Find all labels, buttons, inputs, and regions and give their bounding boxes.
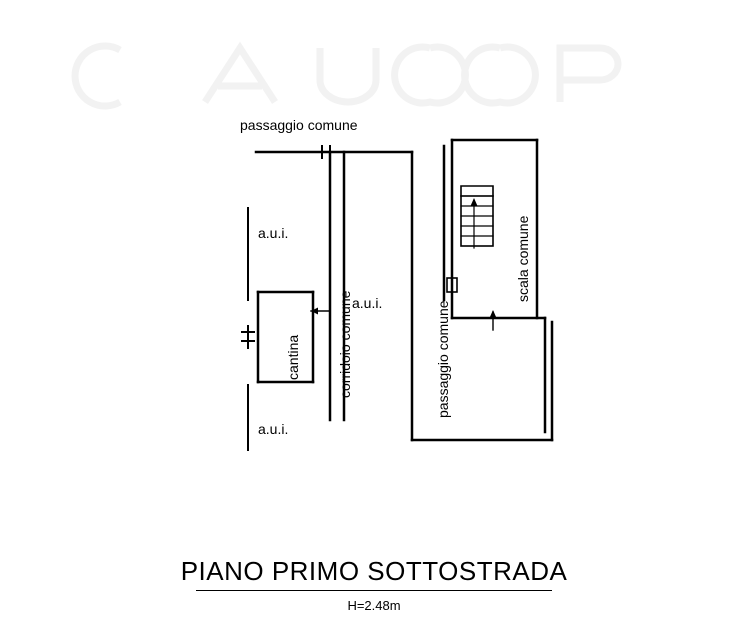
label-passaggio-comune-vertical: passaggio comune xyxy=(435,300,451,418)
title-divider xyxy=(196,590,552,591)
label-aui-top: a.u.i. xyxy=(258,225,289,241)
label-corridoio-comune: corridoio comune xyxy=(337,290,353,398)
label-aui-middle: a.u.i. xyxy=(352,295,383,311)
label-scala-comune: scala comune xyxy=(515,215,531,302)
page-title: PIANO PRIMO SOTTOSTRADA xyxy=(180,556,568,586)
label-cantina: cantina xyxy=(285,334,301,380)
label-passaggio-comune-top: passaggio comune xyxy=(240,117,358,133)
label-aui-bottom: a.u.i. xyxy=(258,421,289,437)
height-note: H=2.48m xyxy=(347,598,401,613)
